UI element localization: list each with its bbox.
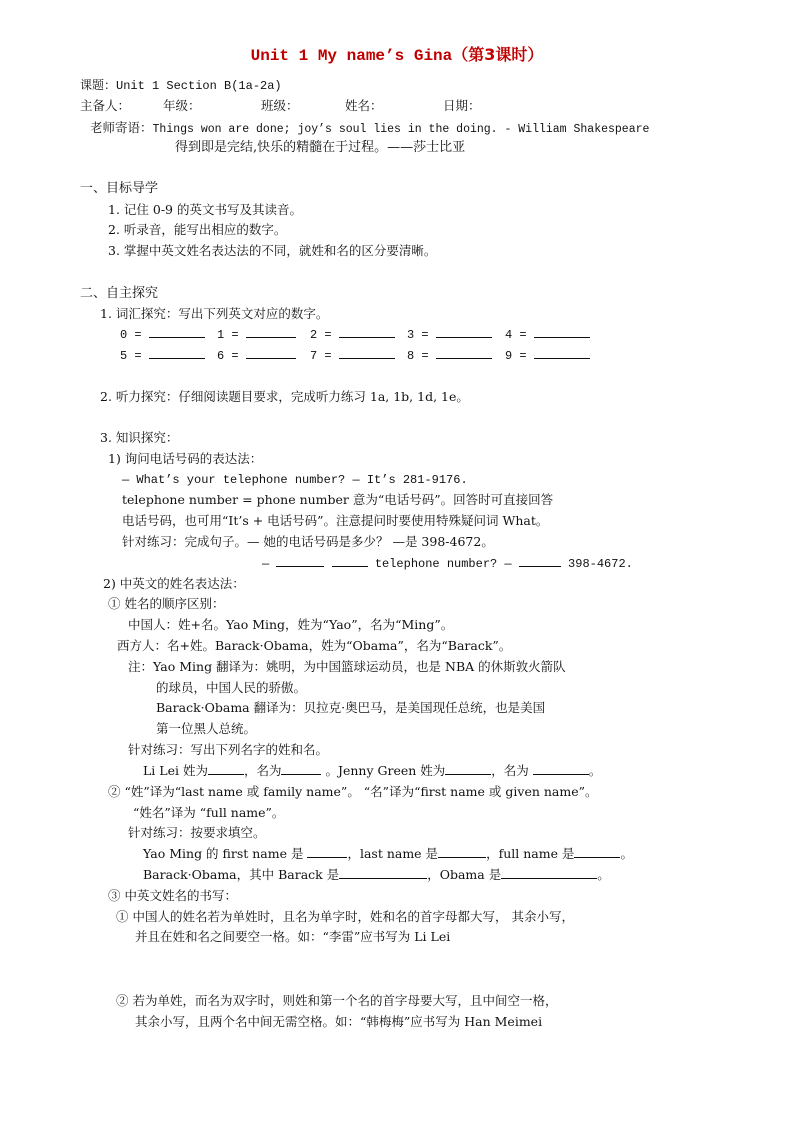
preparer-label: 主备人：	[80, 98, 131, 113]
practice-fill-line: Yao Ming 的 first name 是 ，last name 是 ，full name 是 。	[143, 846, 633, 861]
practice-fill-line-2: Barack·Obama，其中 Barack 是 ，Obama 是 。	[143, 867, 610, 882]
answer-blank[interactable]	[445, 763, 491, 775]
writing-heading: ③ 中英文姓名的书写：	[108, 888, 237, 903]
goal-item: 1. 记住 0-9 的英文书写及其读音。	[108, 202, 302, 217]
writing-rule-1: ① 中国人的姓名若为单姓时，且名为单字时，姓和名的首字母都大写， 其余小写，	[116, 909, 574, 924]
answer-blank[interactable]	[246, 347, 296, 359]
answer-blank[interactable]	[534, 326, 590, 338]
topic-line: 课题：Unit 1 Section B(1a-2a)	[80, 79, 282, 93]
section-heading-goals: 一、目标导学	[80, 181, 159, 196]
answer-blank[interactable]	[519, 555, 561, 567]
teacher-label: 老师寄语：	[90, 120, 153, 135]
listening-item: 2. 听力探究：仔细阅读题目要求，完成听力练习 1a, 1b, 1d, 1e。	[100, 389, 469, 404]
phone-note: 电话号码，也可用“It’s + 电话号码”。注意提问时要使用特殊疑问词 What。	[122, 513, 549, 528]
note-obama-cont: 第一位黑人总统。	[156, 721, 257, 736]
name-terms-cont: “姓名”译为 “full name”。	[133, 805, 285, 820]
section-heading-explore: 二、自主探究	[80, 286, 159, 301]
class-label: 班级：	[261, 98, 299, 113]
answer-blank[interactable]	[332, 555, 368, 567]
answer-blank[interactable]	[246, 326, 296, 338]
quote-english: Things won are done; joy’s soul lies in the doing. - William Shakespeare	[152, 123, 650, 136]
name-label: 姓名：	[345, 98, 383, 113]
number-item-8: 8 =	[407, 347, 492, 364]
answer-blank[interactable]	[436, 347, 492, 359]
number-item-9: 9 =	[505, 347, 590, 364]
answer-blank[interactable]	[149, 326, 205, 338]
answer-blank[interactable]	[339, 867, 427, 879]
number-item-2: 2 =	[310, 326, 395, 343]
writing-rule-1-cont: 并且在姓和名之间要空一格。如：“李雷”应书写为 Li Lei	[135, 929, 451, 944]
writing-rule-2: ② 若为单姓，而名为双字时，则姓和第一个名的首字母要大写，且中间空一格，	[116, 993, 558, 1008]
number-item-3: 3 =	[407, 326, 492, 343]
note-yao: 注：Yao Ming 翻译为：姚明，为中国篮球运动员，也是 NBA 的休斯敦火箭队	[128, 659, 566, 674]
answer-blank[interactable]	[208, 763, 244, 775]
answer-blank[interactable]	[281, 763, 321, 775]
answer-blank[interactable]	[533, 763, 589, 775]
answer-blank[interactable]	[339, 347, 395, 359]
knowledge-heading: 3. 知识探究：	[100, 430, 179, 445]
answer-blank[interactable]	[339, 326, 395, 338]
phone-note: telephone number = phone number 意为“电话号码”。回答时可直接回答	[122, 492, 554, 507]
title-english: Unit 1 My name’s Gina	[250, 47, 453, 65]
answer-blank[interactable]	[501, 867, 597, 879]
answer-blank[interactable]	[149, 347, 205, 359]
quote-chinese: 得到即是完结,快乐的精髓在于过程。——莎士比亚	[175, 140, 466, 155]
title-chinese: （第3课时）	[452, 45, 544, 64]
goal-item: 3. 掌握中英文姓名表达法的不同，就姓和名的区分要清晰。	[108, 243, 437, 258]
phone-practice: 针对练习：完成句子。— 她的电话号码是多少？ —是 398-4672。	[122, 534, 494, 549]
number-item-7: 7 =	[310, 347, 395, 364]
date-label: 日期：	[443, 98, 481, 113]
number-item-1: 1 =	[217, 326, 296, 343]
teacher-message	[90, 120, 649, 138]
number-item-0: 0 =	[120, 326, 205, 343]
answer-blank[interactable]	[574, 846, 620, 858]
note-obama: Barack·Obama 翻译为：贝拉克·奥巴马，是美国现任总统，也是美国	[156, 700, 546, 715]
practice-names: 针对练习：写出下列名字的姓和名。	[128, 742, 329, 757]
practice-fill: 针对练习：按要求填空。	[128, 825, 266, 840]
answer-blank[interactable]	[307, 846, 347, 858]
answer-blank[interactable]	[438, 846, 486, 858]
answer-blank[interactable]	[436, 326, 492, 338]
answer-blank[interactable]	[534, 347, 590, 359]
phone-heading: 1) 询问电话号码的表达法：	[108, 451, 263, 466]
writing-rule-2-cont: 其余小写，且两个名中间无需空格。如：“韩梅梅”应书写为 Han Meimei	[135, 1014, 543, 1029]
names-heading: 2) 中英文的姓名表达法：	[103, 576, 245, 591]
number-item-5: 5 =	[120, 347, 205, 364]
order-heading: ① 姓名的顺序区别：	[108, 596, 225, 611]
grade-label: 年级：	[163, 98, 201, 113]
phone-fill-line: — telephone number? — 398-4672.	[262, 557, 633, 571]
number-item-4: 4 =	[505, 326, 590, 343]
page-title	[0, 42, 794, 65]
number-item-6: 6 =	[217, 347, 296, 364]
vocab-heading: 1. 词汇探究：写出下列英文对应的数字。	[100, 306, 329, 321]
phone-dialog: — What’s your telephone number? — It’s 281-9176.	[122, 473, 468, 487]
practice-names-line: Li Lei 姓为 ，名为 。Jenny Green 姓为 ，名为 。	[143, 763, 602, 778]
note-yao-cont: 的球员，中国人民的骄傲。	[156, 680, 307, 695]
chinese-order: 中国人：姓+名。Yao Ming，姓为“Yao”，名为“Ming”。	[128, 617, 454, 632]
western-order: 西方人：名+姓。Barack·Obama，姓为“Obama”，名为“Barack”。	[117, 638, 512, 653]
answer-blank[interactable]	[276, 555, 324, 567]
goal-item: 2. 听录音，能写出相应的数字。	[108, 222, 287, 237]
name-terms: ② “姓”译为“last name 或 family name”。 “名”译为“first name 或 given name”。	[108, 784, 598, 799]
